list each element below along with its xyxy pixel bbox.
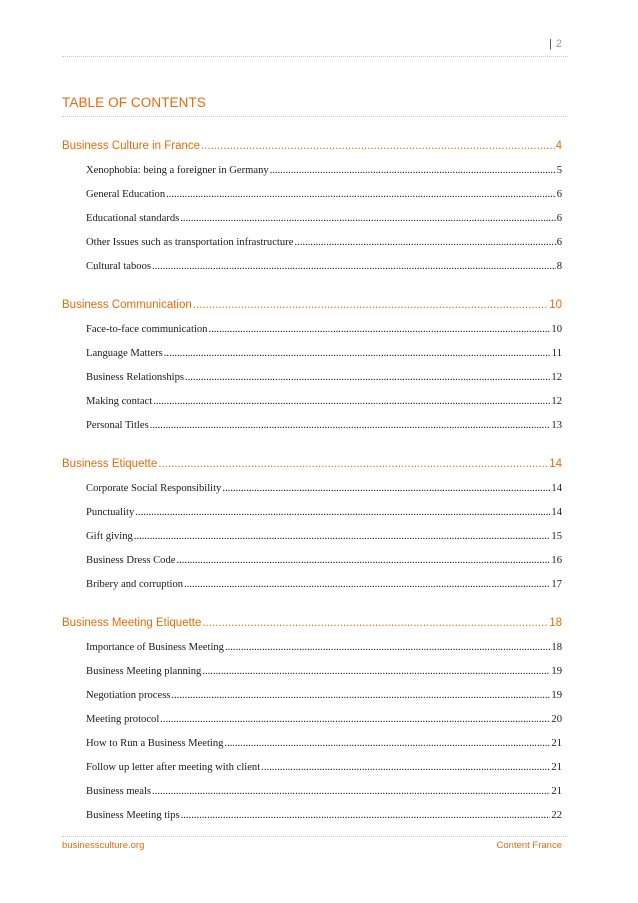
toc-subentry-label: Language Matters bbox=[86, 348, 163, 359]
toc-leader-dots bbox=[202, 660, 550, 684]
toc-subentry-label: Bribery and corruption bbox=[86, 579, 184, 590]
toc-section-label: Business Etiquette bbox=[62, 458, 158, 470]
toc-subentry-page: 15 bbox=[551, 531, 562, 542]
toc-leader-dots bbox=[160, 708, 550, 732]
footer-rule bbox=[62, 836, 568, 837]
toc-section bbox=[62, 611, 562, 828]
toc-subentry-label: Other Issues such as transportation infrastructure bbox=[86, 237, 294, 248]
footer-site: businessculture.org bbox=[62, 840, 145, 851]
toc-section bbox=[62, 293, 562, 438]
toc-leader-dots bbox=[152, 255, 556, 279]
toc-subentry-page: 19 bbox=[551, 690, 562, 701]
toc-subentry[interactable] bbox=[62, 804, 562, 828]
toc-section-entry[interactable] bbox=[62, 452, 562, 476]
toc-subentry[interactable] bbox=[62, 684, 562, 708]
toc-leader-dots bbox=[181, 804, 551, 828]
toc-subentry[interactable] bbox=[62, 780, 562, 804]
toc-subentry[interactable] bbox=[62, 573, 562, 597]
toc-subentry[interactable] bbox=[62, 549, 562, 573]
toc-leader-dots bbox=[270, 159, 556, 183]
toc-subentry-page: 17 bbox=[551, 579, 562, 590]
toc-leader-dots bbox=[135, 501, 550, 525]
toc-subentry-label: Personal Titles bbox=[86, 420, 149, 431]
toc-subentry-label: Punctuality bbox=[86, 507, 135, 518]
table-of-contents bbox=[62, 134, 562, 842]
toc-subentry-label: Cultural taboos bbox=[86, 261, 152, 272]
toc-subentry[interactable] bbox=[62, 207, 562, 231]
toc-subentry[interactable] bbox=[62, 183, 562, 207]
toc-leader-dots bbox=[208, 318, 550, 342]
toc-subentry-page: 12 bbox=[551, 396, 562, 407]
toc-subentry-page: 14 bbox=[551, 483, 562, 494]
toc-section-page: 4 bbox=[555, 140, 562, 152]
toc-subentry-page: 12 bbox=[551, 372, 562, 383]
toc-subentry[interactable] bbox=[62, 756, 562, 780]
toc-subentry[interactable] bbox=[62, 501, 562, 525]
toc-leader-dots bbox=[222, 477, 550, 501]
toc-leader-dots bbox=[164, 342, 551, 366]
toc-subentry-page: 6 bbox=[556, 213, 562, 224]
toc-subentry-page: 10 bbox=[551, 324, 562, 335]
toc-subentry-page: 13 bbox=[551, 420, 562, 431]
toc-section-page: 14 bbox=[549, 458, 562, 470]
toc-section-entry[interactable] bbox=[62, 611, 562, 635]
toc-leader-dots bbox=[185, 366, 550, 390]
toc-leader-dots bbox=[224, 732, 550, 756]
page-number-divider: | bbox=[549, 38, 552, 50]
toc-section bbox=[62, 452, 562, 597]
toc-subentry-label: Face-to-face communication bbox=[86, 324, 208, 335]
toc-leader-dots bbox=[261, 756, 550, 780]
toc-section-page: 10 bbox=[549, 299, 562, 311]
toc-leader-dots bbox=[176, 549, 550, 573]
toc-subentry-page: 21 bbox=[551, 762, 562, 773]
toc-subentry-label: Business Dress Code bbox=[86, 555, 176, 566]
toc-subentry-label: Negotiation process bbox=[86, 690, 171, 701]
toc-title: TABLE OF CONTENTS bbox=[62, 95, 206, 110]
toc-subentry-label: Making contact bbox=[86, 396, 153, 407]
toc-leader-dots bbox=[153, 390, 550, 414]
toc-subentry-page: 11 bbox=[551, 348, 562, 359]
toc-subentry-page: 20 bbox=[551, 714, 562, 725]
toc-leader-dots bbox=[166, 183, 556, 207]
toc-subentry[interactable] bbox=[62, 318, 562, 342]
toc-subentry[interactable] bbox=[62, 708, 562, 732]
toc-section-label: Business Meeting Etiquette bbox=[62, 617, 202, 629]
toc-leader-dots bbox=[150, 414, 551, 438]
toc-leader-dots bbox=[193, 293, 548, 317]
toc-subentry[interactable] bbox=[62, 636, 562, 660]
toc-subentry[interactable] bbox=[62, 159, 562, 183]
toc-subentry-label: Importance of Business Meeting bbox=[86, 642, 224, 653]
toc-subentry[interactable] bbox=[62, 231, 562, 255]
toc-subentry-label: General Education bbox=[86, 189, 166, 200]
toc-subentry[interactable] bbox=[62, 525, 562, 549]
toc-subentry-label: Business meals bbox=[86, 786, 152, 797]
toc-section-entry[interactable] bbox=[62, 134, 562, 158]
toc-leader-dots bbox=[201, 134, 555, 158]
toc-section-label: Business Culture in France bbox=[62, 140, 201, 152]
toc-leader-dots bbox=[202, 611, 548, 635]
page-number bbox=[549, 38, 562, 50]
toc-subentry[interactable] bbox=[62, 477, 562, 501]
header-rule bbox=[62, 56, 568, 57]
toc-subentry-label: Follow up letter after meeting with client bbox=[86, 762, 261, 773]
toc-subentry-label: Meeting protocol bbox=[86, 714, 160, 725]
toc-leader-dots bbox=[225, 636, 550, 660]
toc-leader-dots bbox=[134, 525, 551, 549]
toc-subentry[interactable] bbox=[62, 390, 562, 414]
toc-subentry-page: 6 bbox=[556, 189, 562, 200]
toc-subentry-page: 14 bbox=[551, 507, 562, 518]
toc-subentry[interactable] bbox=[62, 366, 562, 390]
toc-leader-dots bbox=[152, 780, 550, 804]
toc-leader-dots bbox=[294, 231, 555, 255]
toc-subentry[interactable] bbox=[62, 414, 562, 438]
toc-leader-dots bbox=[158, 452, 548, 476]
toc-subentry-label: Business Meeting planning bbox=[86, 666, 202, 677]
toc-subentry-label: Educational standards bbox=[86, 213, 180, 224]
toc-subentry-page: 18 bbox=[551, 642, 562, 653]
toc-subentry-label: Business Relationships bbox=[86, 372, 184, 383]
toc-subentry-page: 5 bbox=[556, 165, 562, 176]
toc-subentry-label: Xenophobia: being a foreigner in Germany bbox=[86, 165, 269, 176]
page-number-value: 2 bbox=[555, 38, 562, 50]
toc-subentry[interactable] bbox=[62, 342, 562, 366]
toc-leader-dots bbox=[180, 207, 555, 231]
toc-subentry-page: 22 bbox=[551, 810, 562, 821]
toc-subentry-label: How to Run a Business Meeting bbox=[86, 738, 224, 749]
toc-leader-dots bbox=[171, 684, 550, 708]
toc-section-label: Business Communication bbox=[62, 299, 192, 311]
toc-subentry-label: Gift giving bbox=[86, 531, 133, 542]
toc-subentry-label: Business Meeting tips bbox=[86, 810, 180, 821]
toc-subentry-label: Corporate Social Responsibility bbox=[86, 483, 222, 494]
toc-leader-dots bbox=[184, 573, 550, 597]
toc-subentry-page: 21 bbox=[551, 738, 562, 749]
toc-section bbox=[62, 134, 562, 279]
toc-subentry-page: 6 bbox=[556, 237, 562, 248]
toc-subentry-page: 16 bbox=[551, 555, 562, 566]
toc-subentry-page: 19 bbox=[551, 666, 562, 677]
toc-subentry-page: 8 bbox=[556, 261, 562, 272]
toc-subentry[interactable] bbox=[62, 732, 562, 756]
footer-section: Content France bbox=[496, 840, 562, 851]
toc-subentry-page: 21 bbox=[551, 786, 562, 797]
toc-section-entry[interactable] bbox=[62, 293, 562, 317]
toc-section-page: 18 bbox=[549, 617, 562, 629]
title-rule bbox=[62, 116, 568, 117]
toc-subentry[interactable] bbox=[62, 660, 562, 684]
toc-subentry[interactable] bbox=[62, 255, 562, 279]
